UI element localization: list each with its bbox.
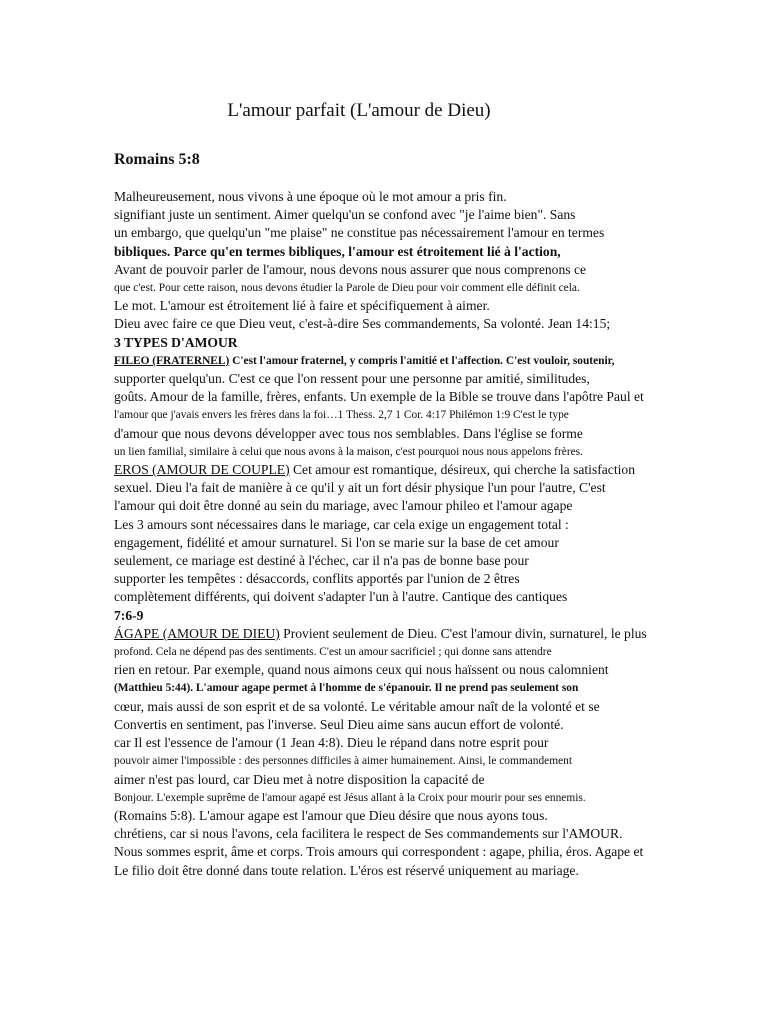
section-heading: FILEO (FRATERNEL) <box>114 354 230 367</box>
text-segment: (Matthieu 5:44). L'amour agape permet à l'homme de s'épanouir. Il ne prend pas seulement son <box>114 682 579 695</box>
text-segment: rien en retour. Par exemple, quand nous aimons ceux qui nous haïssent ou nous calomnient <box>114 662 609 678</box>
text-line <box>114 716 689 734</box>
text-line <box>114 425 689 443</box>
text-segment: Le mot. L'amour est étroitement lié à faire et spécifiquement à aimer. <box>114 298 490 314</box>
text-segment: 3 TYPES D'AMOUR <box>114 334 238 350</box>
text-segment: l'amour que j'avais envers les frères dans la foi…1 Thess. 2,7 1 Cor. 4:17 Philémon 1:9 C'est le type <box>114 409 569 422</box>
text-line <box>114 406 689 424</box>
text-line <box>114 552 689 570</box>
text-line <box>114 643 689 661</box>
document-title <box>0 100 768 122</box>
text-segment: 7:6-9 <box>114 607 144 623</box>
text-segment: chrétiens, car si nous l'avons, cela facilitera le respect de Ses commandements sur l'AMOUR. <box>114 826 623 842</box>
text-line <box>114 206 689 224</box>
text-segment: un lien familial, similaire à celui que nous avons à la maison, c'est pourquoi nous nous appelons frères. <box>114 445 583 458</box>
text-segment: seulement, ce mariage est destiné à l'échec, car il n'a pas de bonne base pour <box>114 553 529 569</box>
text-segment: (Romains 5:8). L'amour agape est l'amour que Dieu désire que nous ayons tous. <box>114 807 548 823</box>
text-line <box>114 279 689 297</box>
document-title-text: L'amour parfait (L'amour de Dieu) <box>227 100 491 121</box>
text-line <box>114 224 689 242</box>
text-line <box>114 497 689 515</box>
text-segment: un embargo, que quelqu'un "me plaise" ne constitue pas nécessairement l'amour en termes <box>114 225 605 241</box>
text-segment: Provient seulement de Dieu. C'est l'amour divin, surnaturel, le plus <box>279 625 647 641</box>
text-segment: Convertis en sentiment, pas l'inverse. Seul Dieu aime sans aucun effort de volonté. <box>114 716 564 732</box>
text-line <box>114 679 689 697</box>
text-segment: goûts. Amour de la famille, frères, enfants. Un exemple de la Bible se trouve dans l'apôtre Paul et <box>114 389 644 405</box>
text-segment: Nous sommes esprit, âme et corps. Trois amours qui correspondent : agape, philia, éros. Agape et <box>114 844 644 860</box>
text-line <box>114 570 689 588</box>
text-line <box>114 516 689 534</box>
text-segment: d'amour que nous devons développer avec tous nos semblables. Dans l'église se forme <box>114 425 583 441</box>
text-line <box>114 388 689 406</box>
section-heading: EROS (AMOUR DE COUPLE) <box>114 462 290 478</box>
text-line <box>114 443 689 461</box>
text-segment: car Il est l'essence de l'amour (1 Jean 4:8). Dieu le répand dans notre esprit pour <box>114 735 549 751</box>
text-line <box>114 825 689 843</box>
text-segment: aimer n'est pas lourd, car Dieu met à notre disposition la capacité de <box>114 771 485 787</box>
text-segment: C'est l'amour fraternel, y compris l'amitié et l'affection. C'est vouloir, soutenir, <box>229 354 615 367</box>
text-segment: signifiant juste un sentiment. Aimer quelqu'un se confond avec "je l'aime bien". Sans <box>114 207 576 223</box>
text-segment: sexuel. Dieu l'a fait de manière à ce qu'il y ait un fort désir physique l'un pour l'autre, C'est <box>114 480 606 496</box>
text-segment: supporter quelqu'un. C'est ce que l'on ressent pour une personne par amitié, similitudes, <box>114 371 590 387</box>
text-line <box>114 188 689 206</box>
text-segment: engagement, fidélité et amour surnaturel. Si l'on se marie sur la base de cet amour <box>114 534 559 550</box>
text-line <box>114 588 689 606</box>
text-line <box>114 315 689 333</box>
text-line <box>114 243 689 261</box>
text-line <box>114 334 689 352</box>
text-segment: pouvoir aimer l'impossible : des personnes difficiles à aimer humainement. Ainsi, le commandement <box>114 755 572 768</box>
text-line <box>114 370 689 388</box>
text-line <box>114 807 689 825</box>
text-segment: profond. Cela ne dépend pas des sentiments. C'est un amour sacrificiel ; qui donne sans attendre <box>114 646 552 659</box>
text-segment: que c'est. Pour cette raison, nous devons étudier la Parole de Dieu pour voir comment elle définit cela. <box>114 282 580 295</box>
text-segment: complètement différents, qui doivent s'adapter l'un à l'autre. Cantique des cantiques <box>114 589 568 605</box>
text-line <box>114 698 689 716</box>
section-heading: ÁGAPE (AMOUR DE DIEU) <box>114 625 280 641</box>
text-segment: supporter les tempêtes : désaccords, conflits apportés par l'union de 2 êtres <box>114 571 520 587</box>
text-line <box>114 752 689 770</box>
text-line <box>114 461 689 479</box>
text-line <box>114 607 689 625</box>
text-segment: Cet amour est romantique, désireux, qui cherche la satisfaction <box>289 462 635 478</box>
document-body <box>114 188 689 880</box>
text-line <box>114 843 689 861</box>
text-segment: Les 3 amours sont nécessaires dans le mariage, car cela exige un engagement total : <box>114 516 569 532</box>
text-segment: Malheureusement, nous vivons à une époque où le mot amour a pris fin. <box>114 189 507 204</box>
text-segment: cœur, mais aussi de son esprit et de sa volonté. Le véritable amour naît de la volonté et se <box>114 698 600 714</box>
text-line <box>114 625 689 643</box>
text-line <box>114 534 689 552</box>
text-line <box>114 352 689 370</box>
text-line <box>114 771 689 789</box>
text-segment: Avant de pouvoir parler de l'amour, nous devons nous assurer que nous comprenons ce <box>114 261 587 277</box>
text-segment: l'amour qui doit être donné au sein du mariage, avec l'amour phileo et l'amour agape <box>114 498 573 514</box>
text-segment: Bonjour. L'exemple suprême de l'amour agapé est Jésus allant à la Croix pour mourir pour ses ennemis. <box>114 791 586 804</box>
text-segment: Dieu avec faire ce que Dieu veut, c'est-à-dire Ses commandements, Sa volonté. Jean 14:15; <box>114 316 611 332</box>
text-line <box>114 297 689 315</box>
text-line <box>114 862 689 880</box>
text-line <box>114 661 689 679</box>
text-line <box>114 734 689 752</box>
text-line <box>114 261 689 279</box>
text-line <box>114 789 689 807</box>
text-line <box>114 479 689 497</box>
text-segment: Le filio doit être donné dans toute relation. L'éros est réservé uniquement au mariage. <box>114 862 579 878</box>
text-segment: bibliques. Parce qu'en termes bibliques, l'amour est étroitement lié à l'action, <box>114 243 561 259</box>
document-subtitle: Romains 5:8 <box>114 151 200 168</box>
